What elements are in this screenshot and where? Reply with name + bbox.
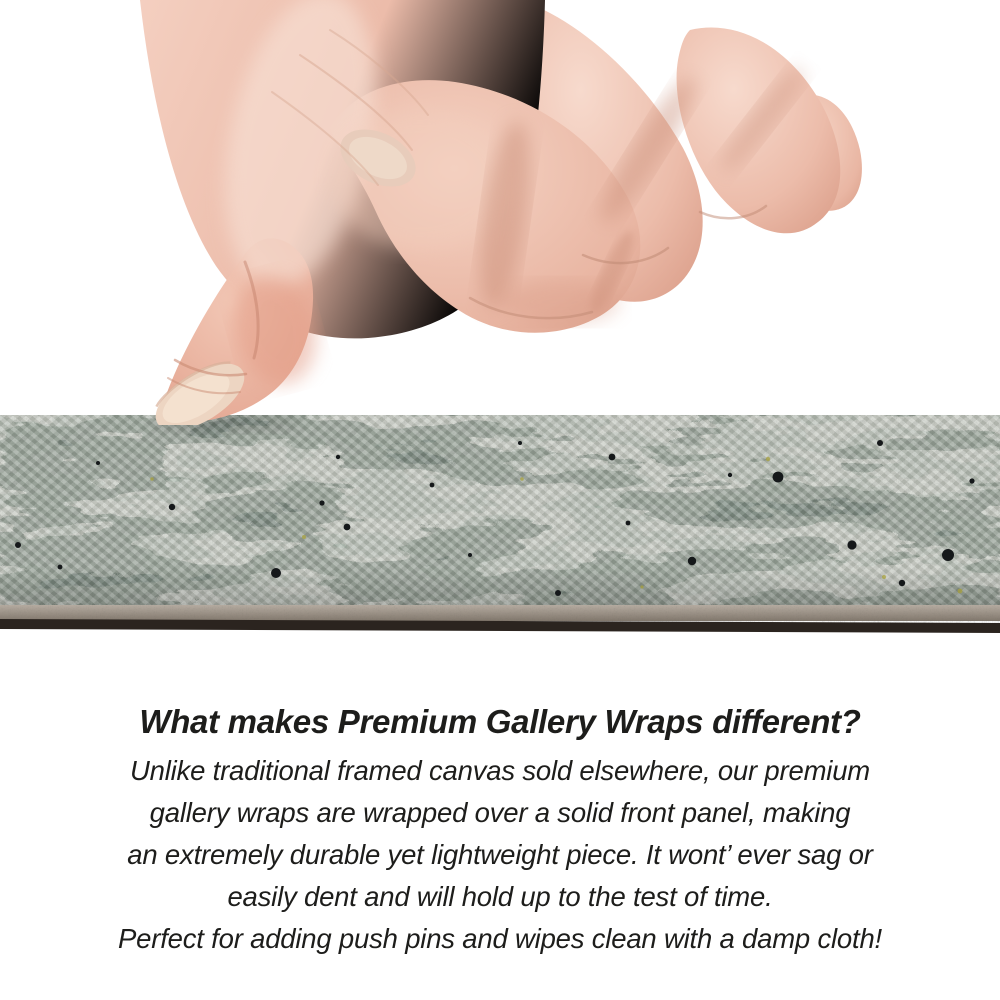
info-line-2: gallery wraps are wrapped over a solid front panel, making	[149, 797, 851, 828]
info-line-3: an extremely durable yet lightweight piece. It wont’ ever sag or	[127, 839, 873, 870]
info-text-block	[0, 700, 1000, 960]
info-line-1: Unlike traditional framed canvas sold elsewhere, our premium	[129, 755, 870, 786]
canvas-face-texture	[0, 415, 1000, 607]
canvas-edge-svg	[0, 415, 1000, 637]
info-heading: What makes Premium Gallery Wraps different?	[139, 703, 861, 740]
info-line-4: easily dent and will hold up to the test of time.	[227, 881, 773, 912]
hand-svg	[0, 0, 1000, 425]
hand-photo	[0, 0, 1000, 425]
canvas-edge-photo	[0, 415, 1000, 637]
info-line-5: Perfect for adding push pins and wipes clean with a damp cloth!	[118, 923, 882, 954]
panel-bottom-edge-line	[0, 619, 1000, 633]
